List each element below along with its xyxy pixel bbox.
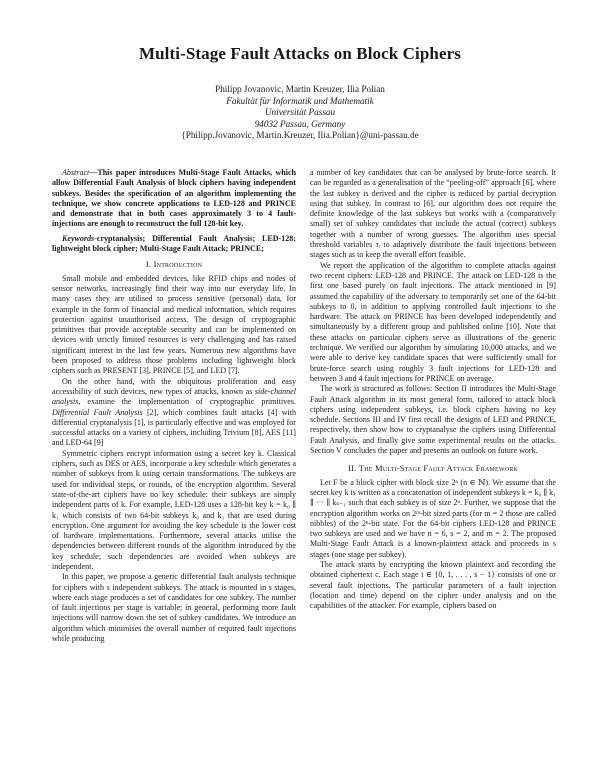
keywords xyxy=(52,234,296,255)
keywords-label: Keywords xyxy=(62,233,95,243)
intro-paragraph-3: Symmetric ciphers encrypt information using a secret key k. Classical ciphers, such as DES or AES, incorporate a key schedule which generates a number of subkeys from k using certain transformations. The subkeys are used for individual steps, or rounds, of the encryption algorithm. Several state-of-the-art ciphers have no key schedule: their subkeys are simply independent parts of k. For example, LED-128 uses a 128-bit key k = k₀ ∥ k₁ which consists of two 64-bit subkeys k₀ and k₁ that are used during encryption. One argument for avoiding the key schedule is the lower cost of hardware implementations. Furthermore, several attacks utilise the dependencies between different rounds of the algorithm introduced by the key schedule; such dependencies are avoided when subkeys are independent. xyxy=(52,448,296,571)
intro-paragraph-7: The work is structured as follows: Section II introduces the Multi-Stage Fault Attack algorithm in its most general form, tailored to attack block ciphers using independent subkeys, i.e. block ciphers having no key schedule. Sections III and IV first recall the designs of LED and PRINCE, respectively, then show how to cryptanalyse the ciphers using Differential Fault Analysis, and finally give some experimental results on the attacks. Section V concludes the paper and presents an outlook on future work. xyxy=(310,384,556,456)
abstract-label: Abstract xyxy=(62,168,90,177)
intro-paragraph-6: We report the application of the algorithm to complete attacks against two recent ciphers: LED-128 and PRINCE. The attack on LED-128 is the first one based purely on fault injections. The attack mentioned in [9] assumed the capability of the adversary to temporarily set one of the 64-bit subkeys to 0, in addition to applying controlled fault injections to the hardware. The attack on PRINCE has been developed independently and simultaneously by a different group and published online [10]. Note that these attacks on particular ciphers serve as illustrations of the generic technique. We verified our algorithm by simulating 10,000 attacks, and we were able to derive key candidate spaces that were sufficiently small for brute-force search using roughly 3 fault injections for LED-128 and between 3 and 4 fault injections for PRINCE on average. xyxy=(310,260,556,383)
abstract xyxy=(52,168,296,230)
author-emails: {Philipp.Jovanovic, Martin.Kreuzer, Ilia.Polian}@uni-passau.de xyxy=(181,130,419,141)
framework-paragraph-1: Let F be a block cipher with block size 2ⁿ (n ∈ ℕ). We assume that the secret key k is written as a concatenation of independent subkeys k = k₀ ∥ k₁ ∥ ··· ∥ kₛ₋₁ such that each subkey is of size 2ⁿ. Further, we suppose that the encryption algorithm works on 2ᵐ-bit sized parts (for m = 2 those are called nibbles) of the 2ⁿ-bit state. For the 64-bit ciphers LED-128 and PRINCE two subkeys are used and we have n = 6, s = 2, and m = 2. The proposed Multi-Stage Fault Attack is a known-plaintext attack and proceeds in s stages (one stage per subkey). xyxy=(310,477,556,559)
abstract-text: —This paper introduces Multi-Stage Fault Attacks, which allow Differential Fault Analysis of block ciphers having independent subkeys. Besides the specification of an algorithm implementing the technique, we show concrete applications to LED-128 and PRINCE and demonstrate that in both cases approximately 3 to 4 fault-injections are enough to reconstruct the full 128-bit key. xyxy=(52,168,296,229)
section-1-heading: I. Introduction xyxy=(145,259,203,270)
right-column xyxy=(310,168,556,611)
intro-paragraph-1: Small mobile and embedded devices, like RFID chips and nodes of sensor networks, increasingly find their way into our everyday life. In many cases they are utilised to process sensitive (personal) data, for example in the form of financial and medical information, which requires protection against unauthorised access. The design of cryptographic primitives that provide acceptable security and can be implemented on devices with strictly limited resources is very challenging and has raised significant interest in the last few years. Numerous new algorithms have been proposed to address those problems including lightweight block ciphers such as PRESENT [3], PRINCE [5], and LED [7]. xyxy=(52,273,296,376)
author-university: Universität Passau xyxy=(264,107,336,118)
paper-title: Multi-Stage Fault Attacks on Block Ciphers xyxy=(138,44,461,63)
author-faculty: Fakultät für Informatik und Mathematik xyxy=(226,95,374,106)
intro-paragraph-5: a number of key candidates that can be analysed by brute-force search. It can be regarded as a generalisation of the “peeling-off” approach [6], where the last subkey is derived and the cipher is reduced by partial decryption using that subkey. In contrast to [6], our algorithm does not require the definite knowledge of the last subkeys but works with a (comparatively small) set of subkey candidates that include the actual (correct) subkeys together with a number of wrong guesses. The algorithm uses special threshold variables τᵢ to adaptively distribute the fault injections between stages such as to keep the overall effort feasible. xyxy=(310,168,556,260)
framework-paragraph-2: The attack starts by encrypting the known plaintext and recording the obtained ciphertext c. Each stage i ∈ {0, 1, . . . , s − 1} consists of one or several fault injections. The particular parameters of a fault injection (location and time) depend on the cipher under analysis and on the capabilities of the attacker. For example, ciphers based on xyxy=(310,559,556,611)
intro-paragraph-4: In this paper, we propose a generic differential fault analysis technique for ciphers with s independent subkeys. The attack is mounted in s stages, where each stage produces a set of candidates for one subkey. The number of fault injections per stage is variable; in general, performing more fault injections will narrow down the set of subkey candidates. We introduce an algorithm which minimises the overall number of required fault injections while producing xyxy=(52,572,296,644)
section-2-heading: II. The Multi-Stage Fault Attack Framework xyxy=(347,463,519,474)
author-block xyxy=(0,84,600,142)
left-column xyxy=(52,168,296,644)
author-city: 94032 Passau, Germany xyxy=(254,118,346,129)
author-names: Philipp Jovanovic, Martin Kreuzer, Ilia Polian xyxy=(215,84,385,94)
keywords-text: -cryptanalysis; Differential Fault Analysis; LED-128; lightweight block cipher; Multi-Stage Fault Attack; PRINCE; xyxy=(52,233,296,254)
intro-paragraph-2: On the other hand, with the ubiquitous proliferation and easy accessibility of such devices, new types of attacks, known as side-channel analysis, examine the implementation of cryptographic primitives. Differential Fault Analysis [2], which combines fault attacks [4] with differential cryptanalysis [1], is particularly effective and was employed for successful attacks on a variety of ciphers, including Trivium [8], AES [11] and LED-64 [9] xyxy=(52,376,297,448)
